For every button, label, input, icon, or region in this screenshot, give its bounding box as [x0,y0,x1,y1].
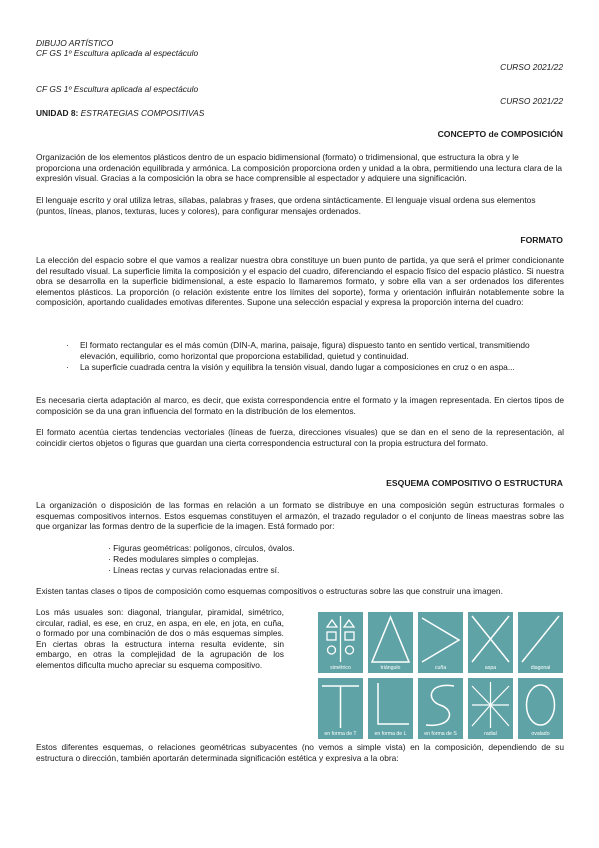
esquema-list-item-2: · Redes modulares simples o complejas. [108,554,259,564]
formato-paragraph-3: El formato acentúa ciertas tendencias vectoriales (líneas de fuerza, direcciones visuales) que se dan en el seno de la representación, al coincidir ciertos objetos o figuras que guardan una cierta correspondencia estructural con la propia estructura del formato. [36,427,564,448]
esquema-paragraph-2: Existen tantas clases o tipos de composición como esquemas compositivos o estructuras sobre las que construir una imagen. [36,586,503,596]
bullet-marker: · [66,362,69,372]
bullet-marker: · [66,340,69,350]
course-program: CF GS 1º Escultura aplicada al espectáculo [36,48,199,58]
bullet-text: La superficie cuadrada centra la visión y equilibra la tensión visual, dando lugar a composiciones en cruz o en aspa... [80,362,515,372]
cross-x-icon [468,612,513,673]
scheme-label: aspa [484,665,497,671]
l-shape-icon [368,678,413,739]
course-program-repeat: CF GS 1º Escultura aplicada al espectáculo [36,84,199,94]
scheme-label: ovalado [531,731,550,737]
formato-bullet-2 [66,362,566,373]
scheme-tile-forma-l [368,678,413,739]
esquema-list-item-1: · Figuras geométricas: polígonos, círculos, óvalos. [108,543,295,553]
unit-label: UNIDAD 8: [36,108,79,118]
formato-bullet-1 [66,340,566,361]
scheme-label: radial [484,731,497,737]
diagonal-icon [518,612,563,673]
scheme-label: en forma de S [424,731,457,737]
s-curve-icon [418,678,463,739]
bullet-text: El formato rectangular es el más común (DIN-A, marina, paisaje, figura) dispuesto tanto en sentido vertical, transmitiendo elevación, equilibrio, como horizontal que proporciona estabilidad, quietud y continuidad. [80,340,530,361]
scheme-label: simétrico [330,665,351,671]
scheme-tile-triangulo [368,612,413,673]
scheme-label: en forma de L [374,731,407,737]
unit-heading [36,108,204,118]
scheme-label: cuña [434,665,447,671]
scheme-tile-forma-s [418,678,463,739]
concepto-paragraph-1: Organización de los elementos plásticos dentro de un espacio bidimensional (formato) o tridimensional, que estructura la obra y le proporciona una ordenación equilibrada y armónica. La composición proporciona orden y unidad a la obra, permitiendo una lectura clara de la expresión visual. Gracias a la composición la obra se hace comprensible al espectador y adquiere una significación. [36,152,563,184]
esquema-list-item-3: · Líneas rectas y curvas relacionadas entre sí. [108,565,280,575]
course-subject: DIBUJO ARTÍSTICO [36,38,114,48]
section-title-concepto: CONCEPTO de COMPOSICIÓN [437,129,563,139]
course-year: CURSO 2021/22 [500,62,563,72]
scheme-label: en forma de T [324,731,357,737]
t-shape-icon [318,678,363,739]
triangle-icon [368,612,413,673]
wedge-icon [418,612,463,673]
scheme-tile-ovalado [518,678,563,739]
section-title-formato: FORMATO [520,235,563,245]
esquema-paragraph-3: Los más usuales son: diagonal, triangular, piramidal, simétrico, circular, radial, es ese, en cruz, en aspa, en ele, en jota, en cuña, o formado por una combinación de dos o más esquemas simples. En ciertas obras la estructura interna resulta evidente, sin embargo, en otras la complejidad de la agrupación de los elementos dificulta mucho apreciar su esquema compositivo. [36,607,284,670]
scheme-tile-cuna [418,612,463,673]
concepto-paragraph-2: El lenguaje escrito y oral utiliza letras, sílabas, palabras y frases, que ordena sintácticamente. El lenguaje visual ordena sus elementos (puntos, líneas, planos, texturas, luces y colores), para configurar mensajes ordenados. [36,195,536,216]
scheme-tile-simetrico [318,612,363,673]
formato-paragraph-2: Es necesaria cierta adaptación al marco, es decir, que exista correspondencia entre el formato y la imagen representada. En ciertos tipos de composición se da una gran influencia del formato en la distribución de los elementos. [36,395,564,416]
formato-paragraph-1: La elección del espacio sobre el que vamos a realizar nuestra obra constituye un buen punto de partida, ya que será el primer condicionante del resultado visual. La superficie limita la composición y el espacio del cuadro, diferenciando el espacio físico del espacio plástico. Si nuestra obra se desarrolla en la superficie bidimensional, a este espacio lo llamaremos formato, y sobre ella van a ser ordenados los diferentes elementos plásticos. La proporción (o relación existente entre los límites del soporte), forma y orientación influirán notablemente sobre la composición, aportando cualidades emotivas diferentes. Supone una selección espacial y expresa la proporción interna del cuadro: [36,255,564,308]
radial-icon [468,678,513,739]
unit-title: ESTRATEGIAS COMPOSITIVAS [78,108,205,118]
composition-schemes-figure [318,612,563,739]
scheme-label: diagonal [530,665,551,671]
esquema-paragraph-1: La organización o disposición de las formas en relación a un formato se distribuye en una composición según estructuras formales o esquemas compositivos internos. Estos esquemas constituyen el armazón, el trazado regulador o el conjunto de líneas maestras sobre las que organizar las formas dentro de la superficie de la imagen. Está formado por: [36,500,564,532]
symmetric-icon [318,612,363,673]
esquema-paragraph-4: Estos diferentes esquemas, o relaciones geométricas subyacentes (no vemos a simple vista) en la composición, dependiendo de su estructura o dirección, también aportarán determinada significación estética y expresiva a la obra: [36,742,564,763]
scheme-label: triángulo [380,665,401,671]
course-year-repeat: CURSO 2021/22 [500,96,563,106]
oval-icon [518,678,563,739]
scheme-tile-aspa [468,612,513,673]
scheme-tile-diagonal [518,612,563,673]
section-title-esquema: ESQUEMA COMPOSITIVO O ESTRUCTURA [386,478,563,488]
scheme-tile-forma-t [318,678,363,739]
scheme-tile-radial [468,678,513,739]
